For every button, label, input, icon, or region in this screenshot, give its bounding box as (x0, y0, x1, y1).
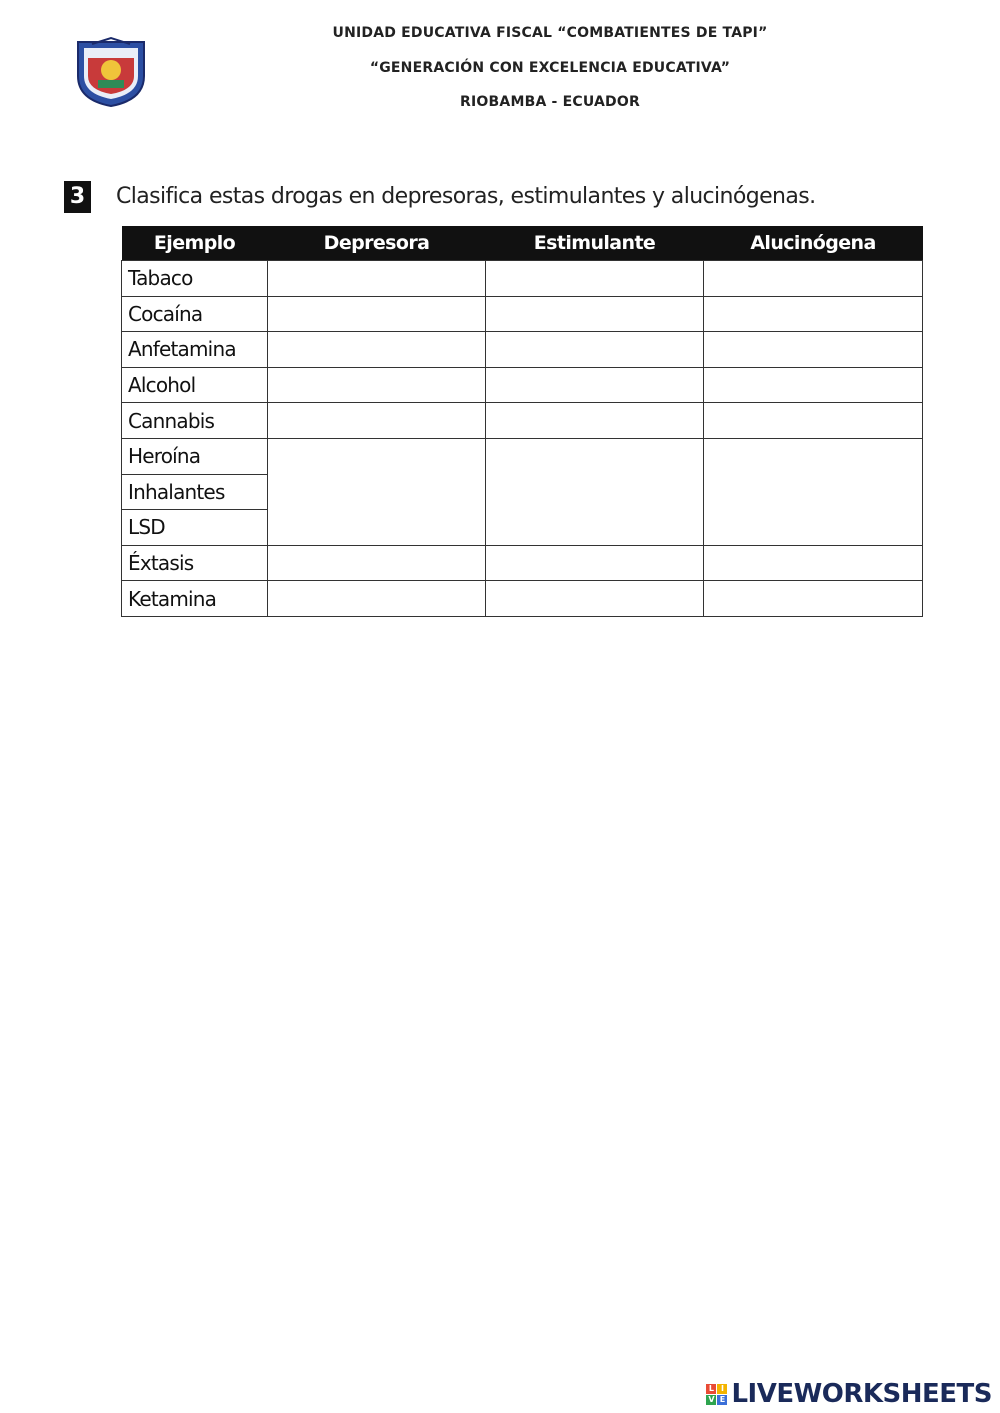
answer-cell[interactable] (704, 403, 923, 439)
answer-cell[interactable] (486, 545, 704, 581)
answer-cell[interactable] (486, 403, 704, 439)
table-header-row (122, 226, 923, 261)
drug-name: Cannabis (122, 403, 268, 439)
drug-classification-table (121, 226, 923, 617)
column-header-depresora: Depresora (268, 226, 486, 261)
answer-cell[interactable] (486, 261, 704, 297)
answer-cell[interactable] (268, 332, 486, 368)
drug-name: Cocaína (122, 296, 268, 332)
drug-name: Anfetamina (122, 332, 268, 368)
drug-name: Heroína (122, 438, 268, 474)
answer-cell[interactable] (486, 581, 704, 617)
answer-cell[interactable] (704, 332, 923, 368)
table-row (122, 403, 923, 439)
badge-letter: V (708, 1394, 715, 1404)
liveworksheets-logo (706, 1381, 992, 1407)
table-row (122, 438, 923, 474)
answer-cell[interactable] (704, 581, 923, 617)
answer-cell[interactable] (268, 367, 486, 403)
drug-name: Alcohol (122, 367, 268, 403)
answer-cell[interactable] (268, 438, 486, 545)
answer-cell[interactable] (268, 403, 486, 439)
answer-cell[interactable] (486, 438, 704, 545)
answer-cell[interactable] (268, 296, 486, 332)
answer-cell[interactable] (486, 367, 704, 403)
answer-cell[interactable] (268, 261, 486, 297)
answer-cell[interactable] (268, 545, 486, 581)
exercise-number: 3 (64, 181, 91, 213)
school-name: UNIDAD EDUCATIVA FISCAL “COMBATIENTES DE TAPI” (332, 25, 768, 41)
badge-letter: E (717, 1395, 727, 1405)
answer-cell[interactable] (704, 438, 923, 545)
table-row (122, 545, 923, 581)
liveworksheets-badge-icon (706, 1384, 727, 1405)
exercise-instruction: Clasifica estas drogas en depresoras, estimulantes y alucinógenas. (116, 184, 816, 209)
drug-name: Inhalantes (122, 474, 268, 510)
school-location: RIOBAMBA - ECUADOR (460, 94, 640, 110)
table-row (122, 367, 923, 403)
drug-name: Éxtasis (122, 545, 268, 581)
drug-name: Tabaco (122, 261, 268, 297)
table-row (122, 581, 923, 617)
answer-cell[interactable] (704, 545, 923, 581)
school-motto: “GENERACIÓN CON EXCELENCIA EDUCATIVA” (369, 60, 731, 76)
badge-letter: I (717, 1384, 727, 1394)
table-row (122, 261, 923, 297)
table-row (122, 296, 923, 332)
answer-cell[interactable] (486, 332, 704, 368)
column-header-estimulante: Estimulante (486, 226, 704, 261)
answer-cell[interactable] (268, 581, 486, 617)
column-header-ejemplo: Ejemplo (122, 226, 268, 261)
table-row (122, 332, 923, 368)
answer-cell[interactable] (704, 367, 923, 403)
badge-letter: L (706, 1384, 716, 1394)
answer-cell[interactable] (486, 296, 704, 332)
drug-name: LSD (122, 510, 268, 546)
answer-cell[interactable] (704, 261, 923, 297)
liveworksheets-wordmark: LIVEWORKSHEETS (731, 1379, 992, 1409)
drug-name: Ketamina (122, 581, 268, 617)
column-header-alucinogena: Alucinógena (704, 226, 923, 261)
answer-cell[interactable] (704, 296, 923, 332)
